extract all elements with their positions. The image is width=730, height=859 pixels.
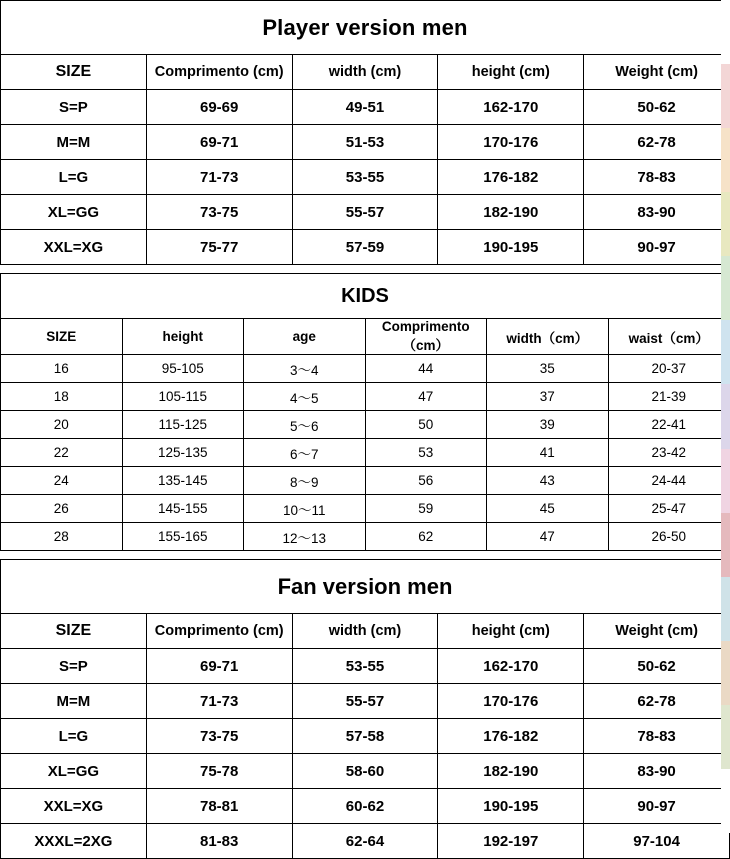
cell-size: L=G xyxy=(1,719,147,754)
cell-weight: 62-78 xyxy=(584,125,730,160)
cell-size: 26 xyxy=(1,495,123,523)
cell-size: XL=GG xyxy=(1,195,147,230)
kids-title: KIDS xyxy=(1,274,730,319)
table-row xyxy=(1,789,730,824)
cell-height: 105-115 xyxy=(122,383,244,411)
column-header-width: width (cm) xyxy=(292,55,438,90)
table-row xyxy=(1,684,730,719)
cell-comprimento: 75-77 xyxy=(146,230,292,265)
cell-age: 10～11 xyxy=(244,495,366,523)
cell-comprimento: 73-75 xyxy=(146,195,292,230)
cell-width: 45 xyxy=(487,495,609,523)
table-row xyxy=(1,90,730,125)
cell-size: XXL=XG xyxy=(1,789,147,824)
table-row xyxy=(1,439,730,467)
cell-width: 57-58 xyxy=(292,719,438,754)
cell-height: 170-176 xyxy=(438,125,584,160)
cell-age: 12～13 xyxy=(244,523,366,551)
cell-height: 192-197 xyxy=(438,824,584,859)
cell-width: 49-51 xyxy=(292,90,438,125)
column-header-size: SIZE xyxy=(1,55,147,90)
cell-height: 170-176 xyxy=(438,684,584,719)
table-row xyxy=(1,467,730,495)
cell-comprimento: 50 xyxy=(365,411,487,439)
cell-waist: 20-37 xyxy=(608,355,730,383)
table-header-row xyxy=(1,614,730,649)
cell-comprimento: 62 xyxy=(365,523,487,551)
column-header-waist: waist（cm） xyxy=(608,319,730,355)
table-row xyxy=(1,824,730,859)
cell-waist: 24-44 xyxy=(608,467,730,495)
player-version-men-block xyxy=(0,0,730,265)
table-row xyxy=(1,411,730,439)
cell-size: S=P xyxy=(1,649,147,684)
color-strip xyxy=(721,320,730,384)
table-row xyxy=(1,649,730,684)
cell-height: 190-195 xyxy=(438,230,584,265)
cell-size: XL=GG xyxy=(1,754,147,789)
cell-weight: 78-83 xyxy=(584,719,730,754)
color-strip xyxy=(721,769,730,833)
color-strip xyxy=(721,64,730,128)
fan-version-men-title: Fan version men xyxy=(1,560,730,614)
cell-size: 20 xyxy=(1,411,123,439)
column-header-size: SIZE xyxy=(1,614,147,649)
cell-weight: 90-97 xyxy=(584,230,730,265)
cell-width: 37 xyxy=(487,383,609,411)
cell-weight: 83-90 xyxy=(584,754,730,789)
cell-comprimento: 69-69 xyxy=(146,90,292,125)
cell-comprimento: 81-83 xyxy=(146,824,292,859)
cell-size: 28 xyxy=(1,523,123,551)
cell-age: 5～6 xyxy=(244,411,366,439)
cell-weight: 83-90 xyxy=(584,195,730,230)
cell-width: 53-55 xyxy=(292,649,438,684)
color-strip xyxy=(721,577,730,641)
cell-height: 155-165 xyxy=(122,523,244,551)
column-header-weight: Weight (cm) xyxy=(584,55,730,90)
cell-height: 135-145 xyxy=(122,467,244,495)
cell-height: 115-125 xyxy=(122,411,244,439)
cell-age: 3～4 xyxy=(244,355,366,383)
cell-comprimento: 69-71 xyxy=(146,125,292,160)
cell-waist: 22-41 xyxy=(608,411,730,439)
cell-comprimento: 44 xyxy=(365,355,487,383)
cell-width: 57-59 xyxy=(292,230,438,265)
table-row xyxy=(1,125,730,160)
cell-height: 162-170 xyxy=(438,90,584,125)
cell-height: 145-155 xyxy=(122,495,244,523)
color-strip xyxy=(721,256,730,320)
cell-width: 55-57 xyxy=(292,195,438,230)
cell-waist: 25-47 xyxy=(608,495,730,523)
cell-age: 4～5 xyxy=(244,383,366,411)
table-title-row xyxy=(1,560,730,614)
cell-comprimento: 71-73 xyxy=(146,160,292,195)
cell-height: 190-195 xyxy=(438,789,584,824)
cell-size: M=M xyxy=(1,125,147,160)
cell-size: 18 xyxy=(1,383,123,411)
player-version-men-title: Player version men xyxy=(1,1,730,55)
cell-width: 62-64 xyxy=(292,824,438,859)
cell-comprimento: 73-75 xyxy=(146,719,292,754)
table-row xyxy=(1,754,730,789)
column-header-size: SIZE xyxy=(1,319,123,355)
cell-width: 55-57 xyxy=(292,684,438,719)
color-strip xyxy=(721,128,730,192)
column-header-height: height (cm) xyxy=(438,614,584,649)
table-row xyxy=(1,383,730,411)
table-row xyxy=(1,195,730,230)
column-header-age: age xyxy=(244,319,366,355)
fan-version-men-table xyxy=(0,559,730,859)
cell-width: 35 xyxy=(487,355,609,383)
cell-weight: 90-97 xyxy=(584,789,730,824)
cell-comprimento: 75-78 xyxy=(146,754,292,789)
cell-comprimento: 47 xyxy=(365,383,487,411)
table-row xyxy=(1,495,730,523)
cell-height: 176-182 xyxy=(438,719,584,754)
cell-height: 182-190 xyxy=(438,754,584,789)
table-row xyxy=(1,355,730,383)
table-title-row xyxy=(1,1,730,55)
cell-waist: 23-42 xyxy=(608,439,730,467)
column-header-weight: Weight (cm) xyxy=(584,614,730,649)
table-row xyxy=(1,719,730,754)
cell-comprimento: 69-71 xyxy=(146,649,292,684)
color-strip xyxy=(721,192,730,256)
cell-weight: 78-83 xyxy=(584,160,730,195)
cell-width: 58-60 xyxy=(292,754,438,789)
cell-comprimento: 53 xyxy=(365,439,487,467)
cell-size: XXL=XG xyxy=(1,230,147,265)
table-row xyxy=(1,230,730,265)
cell-size: L=G xyxy=(1,160,147,195)
decorative-color-strips xyxy=(721,0,730,833)
table-header-row xyxy=(1,55,730,90)
column-header-comprimento: Comprimento (cm) xyxy=(146,55,292,90)
table-row xyxy=(1,160,730,195)
cell-width: 53-55 xyxy=(292,160,438,195)
color-strip xyxy=(721,384,730,448)
cell-height: 176-182 xyxy=(438,160,584,195)
column-header-width: width（cm） xyxy=(487,319,609,355)
cell-comprimento: 78-81 xyxy=(146,789,292,824)
cell-height: 162-170 xyxy=(438,649,584,684)
table-title-row xyxy=(1,274,730,319)
cell-width: 60-62 xyxy=(292,789,438,824)
table-header-row xyxy=(1,319,730,355)
cell-waist: 26-50 xyxy=(608,523,730,551)
cell-weight: 62-78 xyxy=(584,684,730,719)
color-strip xyxy=(721,705,730,769)
cell-height: 182-190 xyxy=(438,195,584,230)
cell-width: 41 xyxy=(487,439,609,467)
cell-size: S=P xyxy=(1,90,147,125)
column-header-height: height xyxy=(122,319,244,355)
cell-width: 43 xyxy=(487,467,609,495)
cell-size: XXXL=2XG xyxy=(1,824,147,859)
kids-table xyxy=(0,273,730,551)
cell-age: 8～9 xyxy=(244,467,366,495)
cell-width: 47 xyxy=(487,523,609,551)
cell-comprimento: 56 xyxy=(365,467,487,495)
color-strip xyxy=(721,513,730,577)
cell-comprimento: 71-73 xyxy=(146,684,292,719)
color-strip xyxy=(721,641,730,705)
player-version-men-table xyxy=(0,0,730,265)
cell-width: 51-53 xyxy=(292,125,438,160)
cell-waist: 21-39 xyxy=(608,383,730,411)
cell-size: 16 xyxy=(1,355,123,383)
column-header-width: width (cm) xyxy=(292,614,438,649)
color-strip xyxy=(721,449,730,513)
cell-size: 24 xyxy=(1,467,123,495)
column-header-comprimento: Comprimento（cm） xyxy=(365,319,487,355)
color-strip xyxy=(721,0,730,64)
cell-height: 95-105 xyxy=(122,355,244,383)
fan-version-men-block xyxy=(0,551,730,859)
cell-width: 39 xyxy=(487,411,609,439)
column-header-comprimento: Comprimento (cm) xyxy=(146,614,292,649)
cell-height: 125-135 xyxy=(122,439,244,467)
cell-age: 6～7 xyxy=(244,439,366,467)
column-header-height: height (cm) xyxy=(438,55,584,90)
kids-block xyxy=(0,265,730,551)
cell-size: 22 xyxy=(1,439,123,467)
cell-comprimento: 59 xyxy=(365,495,487,523)
cell-weight: 97-104 xyxy=(584,824,730,859)
cell-weight: 50-62 xyxy=(584,90,730,125)
table-row xyxy=(1,523,730,551)
cell-weight: 50-62 xyxy=(584,649,730,684)
cell-size: M=M xyxy=(1,684,147,719)
